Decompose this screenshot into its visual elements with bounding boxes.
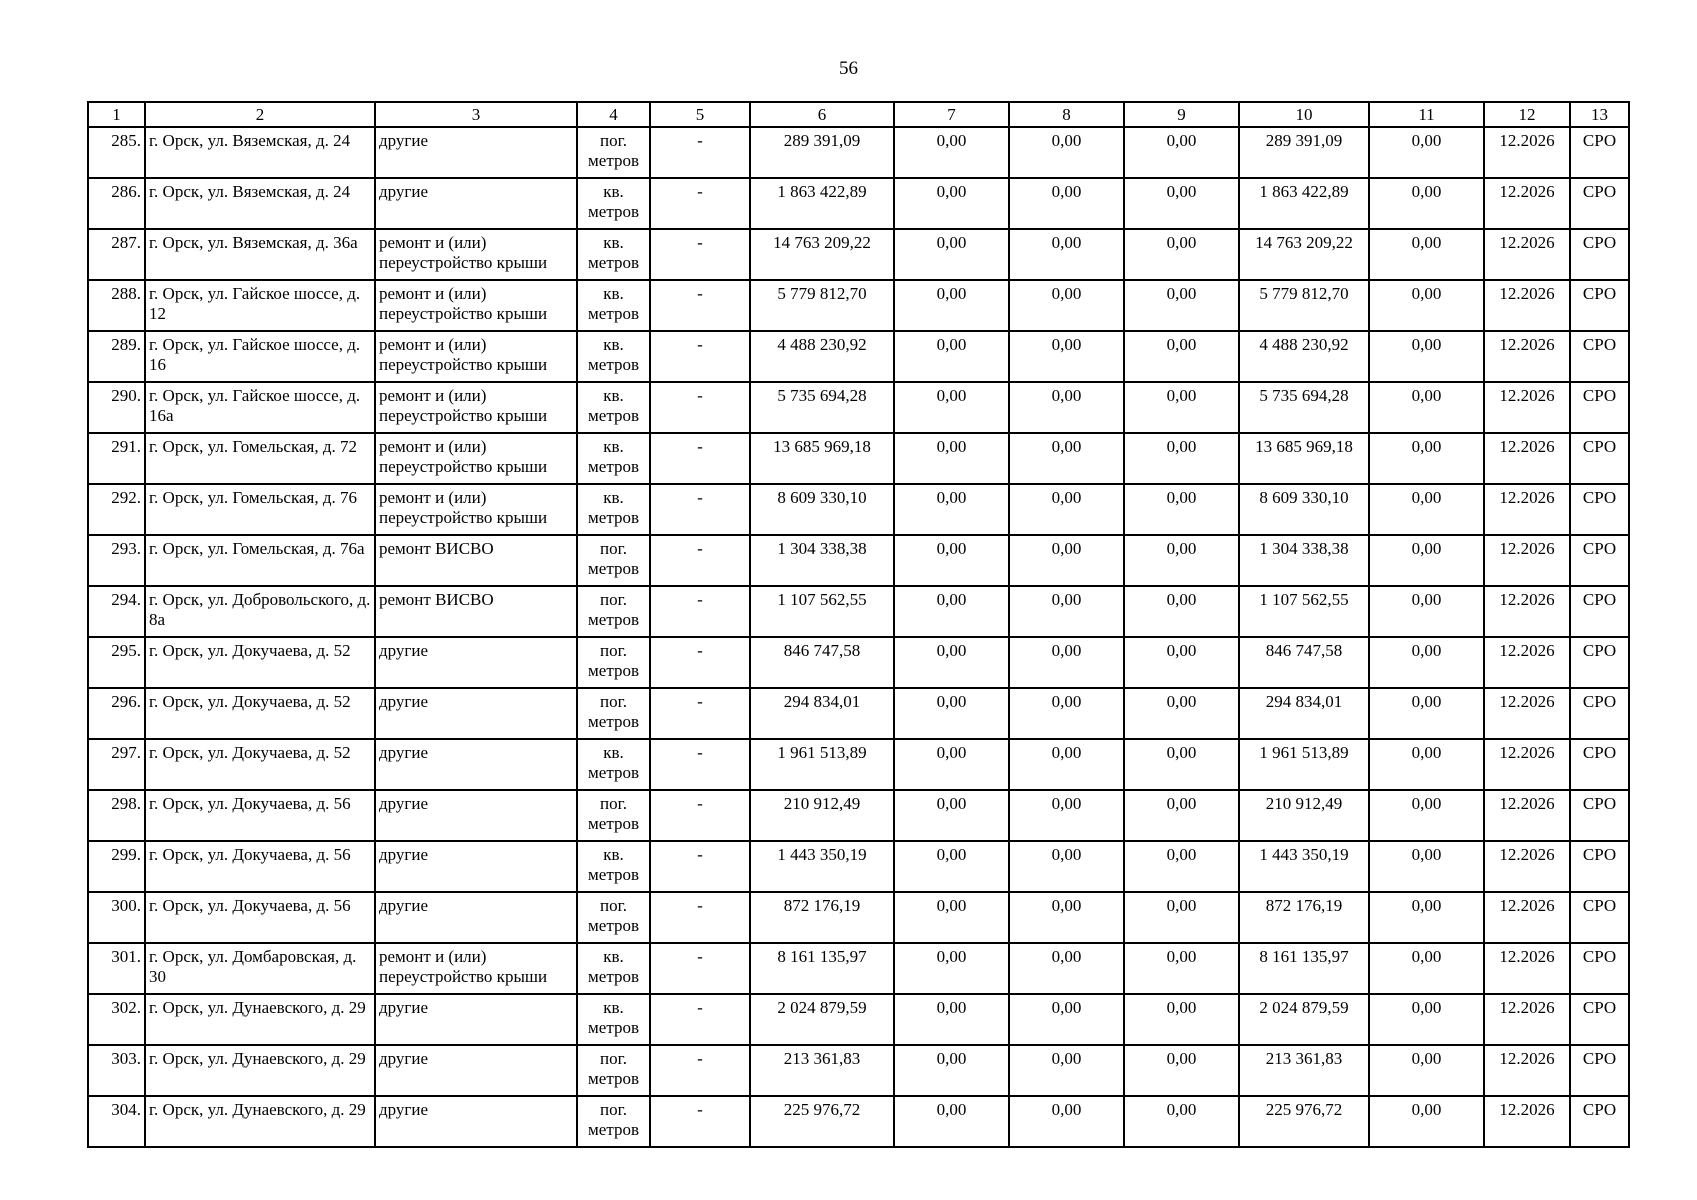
work-type-cell: другие — [375, 994, 577, 1045]
col7-cell: 0,00 — [894, 331, 1009, 382]
cost-total-cell: 13 685 969,18 — [750, 433, 894, 484]
col8-cell: 0,00 — [1009, 841, 1124, 892]
row-number: 292. — [88, 484, 145, 535]
col8-cell: 0,00 — [1009, 127, 1124, 178]
col11-cell: 0,00 — [1369, 280, 1484, 331]
unit-cell: пог. метров — [577, 1045, 650, 1096]
executor-cell: СРО — [1570, 178, 1629, 229]
address-cell: г. Орск, ул. Добровольского, д. 8а — [145, 586, 375, 637]
address-cell: г. Орск, ул. Гомельская, д. 72 — [145, 433, 375, 484]
address-cell: г. Орск, ул. Докучаева, д. 56 — [145, 841, 375, 892]
col10-cell: 1 107 562,55 — [1239, 586, 1369, 637]
col7-cell: 0,00 — [894, 790, 1009, 841]
cost-total-cell: 1 304 338,38 — [750, 535, 894, 586]
col10-cell: 213 361,83 — [1239, 1045, 1369, 1096]
col5-cell: - — [650, 535, 750, 586]
col5-cell: - — [650, 841, 750, 892]
col11-cell: 0,00 — [1369, 1045, 1484, 1096]
col10-cell: 1 961 513,89 — [1239, 739, 1369, 790]
executor-cell: СРО — [1570, 688, 1629, 739]
table-row — [88, 739, 1629, 790]
executor-cell: СРО — [1570, 790, 1629, 841]
cost-total-cell: 2 024 879,59 — [750, 994, 894, 1045]
col9-cell: 0,00 — [1124, 841, 1239, 892]
col5-cell: - — [650, 637, 750, 688]
work-type-cell: другие — [375, 127, 577, 178]
deadline-cell: 12.2026 — [1484, 841, 1570, 892]
col10-cell: 1 863 422,89 — [1239, 178, 1369, 229]
work-type-cell: ремонт и (или) переустройство крыши — [375, 484, 577, 535]
work-type-cell: другие — [375, 637, 577, 688]
col7-cell: 0,00 — [894, 178, 1009, 229]
col9-cell: 0,00 — [1124, 433, 1239, 484]
col5-cell: - — [650, 229, 750, 280]
col7-cell: 0,00 — [894, 127, 1009, 178]
col9-cell: 0,00 — [1124, 178, 1239, 229]
work-type-cell: ремонт и (или) переустройство крыши — [375, 433, 577, 484]
address-cell: г. Орск, ул. Гайское шоссе, д. 16а — [145, 382, 375, 433]
col11-cell: 0,00 — [1369, 127, 1484, 178]
col9-cell: 0,00 — [1124, 1045, 1239, 1096]
page-number: 56 — [839, 58, 858, 79]
table-row — [88, 688, 1629, 739]
work-type-cell: ремонт и (или) переустройство крыши — [375, 382, 577, 433]
col9-cell: 0,00 — [1124, 739, 1239, 790]
col8-cell: 0,00 — [1009, 637, 1124, 688]
cost-total-cell: 213 361,83 — [750, 1045, 894, 1096]
unit-cell: кв. метров — [577, 178, 650, 229]
col9-cell: 0,00 — [1124, 382, 1239, 433]
address-cell: г. Орск, ул. Гомельская, д. 76 — [145, 484, 375, 535]
col10-cell: 8 609 330,10 — [1239, 484, 1369, 535]
col7-cell: 0,00 — [894, 586, 1009, 637]
col5-cell: - — [650, 178, 750, 229]
cost-total-cell: 289 391,09 — [750, 127, 894, 178]
column-header-1: 1 — [88, 102, 145, 127]
column-header-10: 10 — [1239, 102, 1369, 127]
col8-cell: 0,00 — [1009, 382, 1124, 433]
unit-cell: кв. метров — [577, 943, 650, 994]
work-type-cell: другие — [375, 178, 577, 229]
col10-cell: 5 735 694,28 — [1239, 382, 1369, 433]
col7-cell: 0,00 — [894, 229, 1009, 280]
executor-cell: СРО — [1570, 637, 1629, 688]
table-row — [88, 943, 1629, 994]
executor-cell: СРО — [1570, 382, 1629, 433]
column-header-11: 11 — [1369, 102, 1484, 127]
col7-cell: 0,00 — [894, 1045, 1009, 1096]
work-type-cell: другие — [375, 892, 577, 943]
col8-cell: 0,00 — [1009, 1045, 1124, 1096]
col8-cell: 0,00 — [1009, 943, 1124, 994]
table-row — [88, 1045, 1629, 1096]
address-cell: г. Орск, ул. Дунаевского, д. 29 — [145, 1045, 375, 1096]
col11-cell: 0,00 — [1369, 382, 1484, 433]
deadline-cell: 12.2026 — [1484, 790, 1570, 841]
unit-cell: пог. метров — [577, 637, 650, 688]
cost-total-cell: 1 107 562,55 — [750, 586, 894, 637]
unit-cell: кв. метров — [577, 331, 650, 382]
table-row — [88, 484, 1629, 535]
unit-cell: пог. метров — [577, 790, 650, 841]
col9-cell: 0,00 — [1124, 1096, 1239, 1147]
col7-cell: 0,00 — [894, 382, 1009, 433]
deadline-cell: 12.2026 — [1484, 535, 1570, 586]
row-number: 287. — [88, 229, 145, 280]
row-number: 302. — [88, 994, 145, 1045]
table-row — [88, 178, 1629, 229]
column-header-3: 3 — [375, 102, 577, 127]
col5-cell: - — [650, 127, 750, 178]
table-row — [88, 280, 1629, 331]
row-number: 291. — [88, 433, 145, 484]
col9-cell: 0,00 — [1124, 637, 1239, 688]
col10-cell: 225 976,72 — [1239, 1096, 1369, 1147]
col5-cell: - — [650, 790, 750, 841]
executor-cell: СРО — [1570, 229, 1629, 280]
column-header-6: 6 — [750, 102, 894, 127]
col8-cell: 0,00 — [1009, 484, 1124, 535]
col7-cell: 0,00 — [894, 688, 1009, 739]
work-type-cell: другие — [375, 841, 577, 892]
executor-cell: СРО — [1570, 1096, 1629, 1147]
address-cell: г. Орск, ул. Дунаевского, д. 29 — [145, 994, 375, 1045]
col8-cell: 0,00 — [1009, 535, 1124, 586]
executor-cell: СРО — [1570, 841, 1629, 892]
column-header-4: 4 — [577, 102, 650, 127]
col11-cell: 0,00 — [1369, 229, 1484, 280]
col7-cell: 0,00 — [894, 841, 1009, 892]
col8-cell: 0,00 — [1009, 994, 1124, 1045]
col9-cell: 0,00 — [1124, 586, 1239, 637]
col7-cell: 0,00 — [894, 433, 1009, 484]
deadline-cell: 12.2026 — [1484, 994, 1570, 1045]
row-number: 300. — [88, 892, 145, 943]
row-number: 304. — [88, 1096, 145, 1147]
col8-cell: 0,00 — [1009, 433, 1124, 484]
executor-cell: СРО — [1570, 586, 1629, 637]
column-header-9: 9 — [1124, 102, 1239, 127]
deadline-cell: 12.2026 — [1484, 229, 1570, 280]
col11-cell: 0,00 — [1369, 433, 1484, 484]
cost-total-cell: 5 779 812,70 — [750, 280, 894, 331]
col7-cell: 0,00 — [894, 892, 1009, 943]
cost-total-cell: 1 863 422,89 — [750, 178, 894, 229]
cost-total-cell: 225 976,72 — [750, 1096, 894, 1147]
cost-total-cell: 5 735 694,28 — [750, 382, 894, 433]
table-row — [88, 535, 1629, 586]
col10-cell: 5 779 812,70 — [1239, 280, 1369, 331]
col5-cell: - — [650, 1096, 750, 1147]
deadline-cell: 12.2026 — [1484, 127, 1570, 178]
unit-cell: кв. метров — [577, 433, 650, 484]
address-cell: г. Орск, ул. Докучаева, д. 56 — [145, 892, 375, 943]
col8-cell: 0,00 — [1009, 892, 1124, 943]
col5-cell: - — [650, 484, 750, 535]
work-type-cell: ремонт ВИСВО — [375, 535, 577, 586]
address-cell: г. Орск, ул. Гайское шоссе, д. 12 — [145, 280, 375, 331]
col10-cell: 846 747,58 — [1239, 637, 1369, 688]
address-cell: г. Орск, ул. Гайское шоссе, д. 16 — [145, 331, 375, 382]
column-header-5: 5 — [650, 102, 750, 127]
cost-total-cell: 1 961 513,89 — [750, 739, 894, 790]
col7-cell: 0,00 — [894, 994, 1009, 1045]
col8-cell: 0,00 — [1009, 739, 1124, 790]
col11-cell: 0,00 — [1369, 892, 1484, 943]
executor-cell: СРО — [1570, 280, 1629, 331]
col10-cell: 210 912,49 — [1239, 790, 1369, 841]
col5-cell: - — [650, 943, 750, 994]
table-row — [88, 229, 1629, 280]
col5-cell: - — [650, 331, 750, 382]
unit-cell: кв. метров — [577, 229, 650, 280]
col11-cell: 0,00 — [1369, 331, 1484, 382]
deadline-cell: 12.2026 — [1484, 331, 1570, 382]
col11-cell: 0,00 — [1369, 586, 1484, 637]
work-type-cell: ремонт ВИСВО — [375, 586, 577, 637]
address-cell: г. Орск, ул. Докучаева, д. 52 — [145, 637, 375, 688]
deadline-cell: 12.2026 — [1484, 280, 1570, 331]
deadline-cell: 12.2026 — [1484, 1096, 1570, 1147]
col8-cell: 0,00 — [1009, 688, 1124, 739]
deadline-cell: 12.2026 — [1484, 739, 1570, 790]
unit-cell: пог. метров — [577, 688, 650, 739]
col11-cell: 0,00 — [1369, 535, 1484, 586]
deadline-cell: 12.2026 — [1484, 637, 1570, 688]
deadline-cell: 12.2026 — [1484, 484, 1570, 535]
deadline-cell: 12.2026 — [1484, 688, 1570, 739]
col10-cell: 14 763 209,22 — [1239, 229, 1369, 280]
col8-cell: 0,00 — [1009, 790, 1124, 841]
address-cell: г. Орск, ул. Гомельская, д. 76а — [145, 535, 375, 586]
unit-cell: кв. метров — [577, 994, 650, 1045]
col9-cell: 0,00 — [1124, 127, 1239, 178]
deadline-cell: 12.2026 — [1484, 586, 1570, 637]
col9-cell: 0,00 — [1124, 280, 1239, 331]
col11-cell: 0,00 — [1369, 637, 1484, 688]
col7-cell: 0,00 — [894, 280, 1009, 331]
col11-cell: 0,00 — [1369, 739, 1484, 790]
executor-cell: СРО — [1570, 535, 1629, 586]
executor-cell: СРО — [1570, 433, 1629, 484]
table-row — [88, 994, 1629, 1045]
address-cell: г. Орск, ул. Докучаева, д. 56 — [145, 790, 375, 841]
col7-cell: 0,00 — [894, 637, 1009, 688]
unit-cell: пог. метров — [577, 586, 650, 637]
col11-cell: 0,00 — [1369, 943, 1484, 994]
cost-total-cell: 872 176,19 — [750, 892, 894, 943]
work-type-cell: другие — [375, 739, 577, 790]
col9-cell: 0,00 — [1124, 688, 1239, 739]
address-cell: г. Орск, ул. Вяземская, д. 24 — [145, 127, 375, 178]
col5-cell: - — [650, 892, 750, 943]
col11-cell: 0,00 — [1369, 841, 1484, 892]
col5-cell: - — [650, 280, 750, 331]
row-number: 290. — [88, 382, 145, 433]
col9-cell: 0,00 — [1124, 994, 1239, 1045]
row-number: 285. — [88, 127, 145, 178]
row-number: 297. — [88, 739, 145, 790]
col10-cell: 13 685 969,18 — [1239, 433, 1369, 484]
deadline-cell: 12.2026 — [1484, 943, 1570, 994]
row-number: 299. — [88, 841, 145, 892]
col8-cell: 0,00 — [1009, 229, 1124, 280]
table-row — [88, 841, 1629, 892]
col8-cell: 0,00 — [1009, 178, 1124, 229]
row-number: 303. — [88, 1045, 145, 1096]
col7-cell: 0,00 — [894, 943, 1009, 994]
table-row — [88, 127, 1629, 178]
col10-cell: 8 161 135,97 — [1239, 943, 1369, 994]
col5-cell: - — [650, 994, 750, 1045]
address-cell: г. Орск, ул. Вяземская, д. 36а — [145, 229, 375, 280]
work-type-cell: ремонт и (или) переустройство крыши — [375, 943, 577, 994]
address-cell: г. Орск, ул. Докучаева, д. 52 — [145, 739, 375, 790]
col10-cell: 2 024 879,59 — [1239, 994, 1369, 1045]
row-number: 288. — [88, 280, 145, 331]
row-number: 294. — [88, 586, 145, 637]
col8-cell: 0,00 — [1009, 586, 1124, 637]
cost-total-cell: 4 488 230,92 — [750, 331, 894, 382]
address-cell: г. Орск, ул. Вяземская, д. 24 — [145, 178, 375, 229]
col11-cell: 0,00 — [1369, 790, 1484, 841]
column-header-13: 13 — [1570, 102, 1629, 127]
col10-cell: 289 391,09 — [1239, 127, 1369, 178]
deadline-cell: 12.2026 — [1484, 892, 1570, 943]
table-row — [88, 433, 1629, 484]
col11-cell: 0,00 — [1369, 484, 1484, 535]
work-type-cell: другие — [375, 1096, 577, 1147]
column-header-2: 2 — [145, 102, 375, 127]
deadline-cell: 12.2026 — [1484, 433, 1570, 484]
executor-cell: СРО — [1570, 331, 1629, 382]
table-body — [88, 102, 1629, 1147]
executor-cell: СРО — [1570, 739, 1629, 790]
work-type-cell: другие — [375, 688, 577, 739]
column-header-7: 7 — [894, 102, 1009, 127]
col5-cell: - — [650, 382, 750, 433]
unit-cell: пог. метров — [577, 1096, 650, 1147]
table-row — [88, 331, 1629, 382]
col9-cell: 0,00 — [1124, 790, 1239, 841]
executor-cell: СРО — [1570, 1045, 1629, 1096]
address-cell: г. Орск, ул. Дунаевского, д. 29 — [145, 1096, 375, 1147]
cost-total-cell: 14 763 209,22 — [750, 229, 894, 280]
col9-cell: 0,00 — [1124, 943, 1239, 994]
repair-program-table — [87, 101, 1630, 1148]
col8-cell: 0,00 — [1009, 1096, 1124, 1147]
col9-cell: 0,00 — [1124, 535, 1239, 586]
executor-cell: СРО — [1570, 943, 1629, 994]
col10-cell: 1 304 338,38 — [1239, 535, 1369, 586]
cost-total-cell: 846 747,58 — [750, 637, 894, 688]
deadline-cell: 12.2026 — [1484, 1045, 1570, 1096]
executor-cell: СРО — [1570, 994, 1629, 1045]
row-number: 298. — [88, 790, 145, 841]
col10-cell: 4 488 230,92 — [1239, 331, 1369, 382]
table-header-row — [88, 102, 1629, 127]
col11-cell: 0,00 — [1369, 1096, 1484, 1147]
col5-cell: - — [650, 739, 750, 790]
col7-cell: 0,00 — [894, 484, 1009, 535]
table-row — [88, 586, 1629, 637]
unit-cell: кв. метров — [577, 841, 650, 892]
address-cell: г. Орск, ул. Докучаева, д. 52 — [145, 688, 375, 739]
col11-cell: 0,00 — [1369, 994, 1484, 1045]
col11-cell: 0,00 — [1369, 688, 1484, 739]
col7-cell: 0,00 — [894, 739, 1009, 790]
row-number: 295. — [88, 637, 145, 688]
col8-cell: 0,00 — [1009, 331, 1124, 382]
table-row — [88, 1096, 1629, 1147]
column-header-12: 12 — [1484, 102, 1570, 127]
unit-cell: кв. метров — [577, 484, 650, 535]
unit-cell: кв. метров — [577, 739, 650, 790]
table-row — [88, 382, 1629, 433]
cost-total-cell: 210 912,49 — [750, 790, 894, 841]
work-type-cell: другие — [375, 790, 577, 841]
col5-cell: - — [650, 1045, 750, 1096]
row-number: 296. — [88, 688, 145, 739]
cost-total-cell: 294 834,01 — [750, 688, 894, 739]
table-row — [88, 892, 1629, 943]
unit-cell: пог. метров — [577, 127, 650, 178]
work-type-cell: ремонт и (или) переустройство крыши — [375, 229, 577, 280]
col8-cell: 0,00 — [1009, 280, 1124, 331]
row-number: 289. — [88, 331, 145, 382]
address-cell: г. Орск, ул. Домбаровская, д. 30 — [145, 943, 375, 994]
executor-cell: СРО — [1570, 892, 1629, 943]
col9-cell: 0,00 — [1124, 484, 1239, 535]
col5-cell: - — [650, 586, 750, 637]
col5-cell: - — [650, 433, 750, 484]
col9-cell: 0,00 — [1124, 892, 1239, 943]
col7-cell: 0,00 — [894, 1096, 1009, 1147]
col5-cell: - — [650, 688, 750, 739]
table-row — [88, 637, 1629, 688]
work-type-cell: ремонт и (или) переустройство крыши — [375, 331, 577, 382]
col9-cell: 0,00 — [1124, 229, 1239, 280]
row-number: 293. — [88, 535, 145, 586]
row-number: 301. — [88, 943, 145, 994]
column-header-8: 8 — [1009, 102, 1124, 127]
executor-cell: СРО — [1570, 484, 1629, 535]
deadline-cell: 12.2026 — [1484, 178, 1570, 229]
unit-cell: кв. метров — [577, 382, 650, 433]
col10-cell: 294 834,01 — [1239, 688, 1369, 739]
table-row — [88, 790, 1629, 841]
col7-cell: 0,00 — [894, 535, 1009, 586]
executor-cell: СРО — [1570, 127, 1629, 178]
col10-cell: 872 176,19 — [1239, 892, 1369, 943]
cost-total-cell: 8 609 330,10 — [750, 484, 894, 535]
deadline-cell: 12.2026 — [1484, 382, 1570, 433]
col9-cell: 0,00 — [1124, 331, 1239, 382]
work-type-cell: ремонт и (или) переустройство крыши — [375, 280, 577, 331]
unit-cell: кв. метров — [577, 280, 650, 331]
unit-cell: пог. метров — [577, 535, 650, 586]
col10-cell: 1 443 350,19 — [1239, 841, 1369, 892]
unit-cell: пог. метров — [577, 892, 650, 943]
col11-cell: 0,00 — [1369, 178, 1484, 229]
row-number: 286. — [88, 178, 145, 229]
cost-total-cell: 8 161 135,97 — [750, 943, 894, 994]
cost-total-cell: 1 443 350,19 — [750, 841, 894, 892]
work-type-cell: другие — [375, 1045, 577, 1096]
